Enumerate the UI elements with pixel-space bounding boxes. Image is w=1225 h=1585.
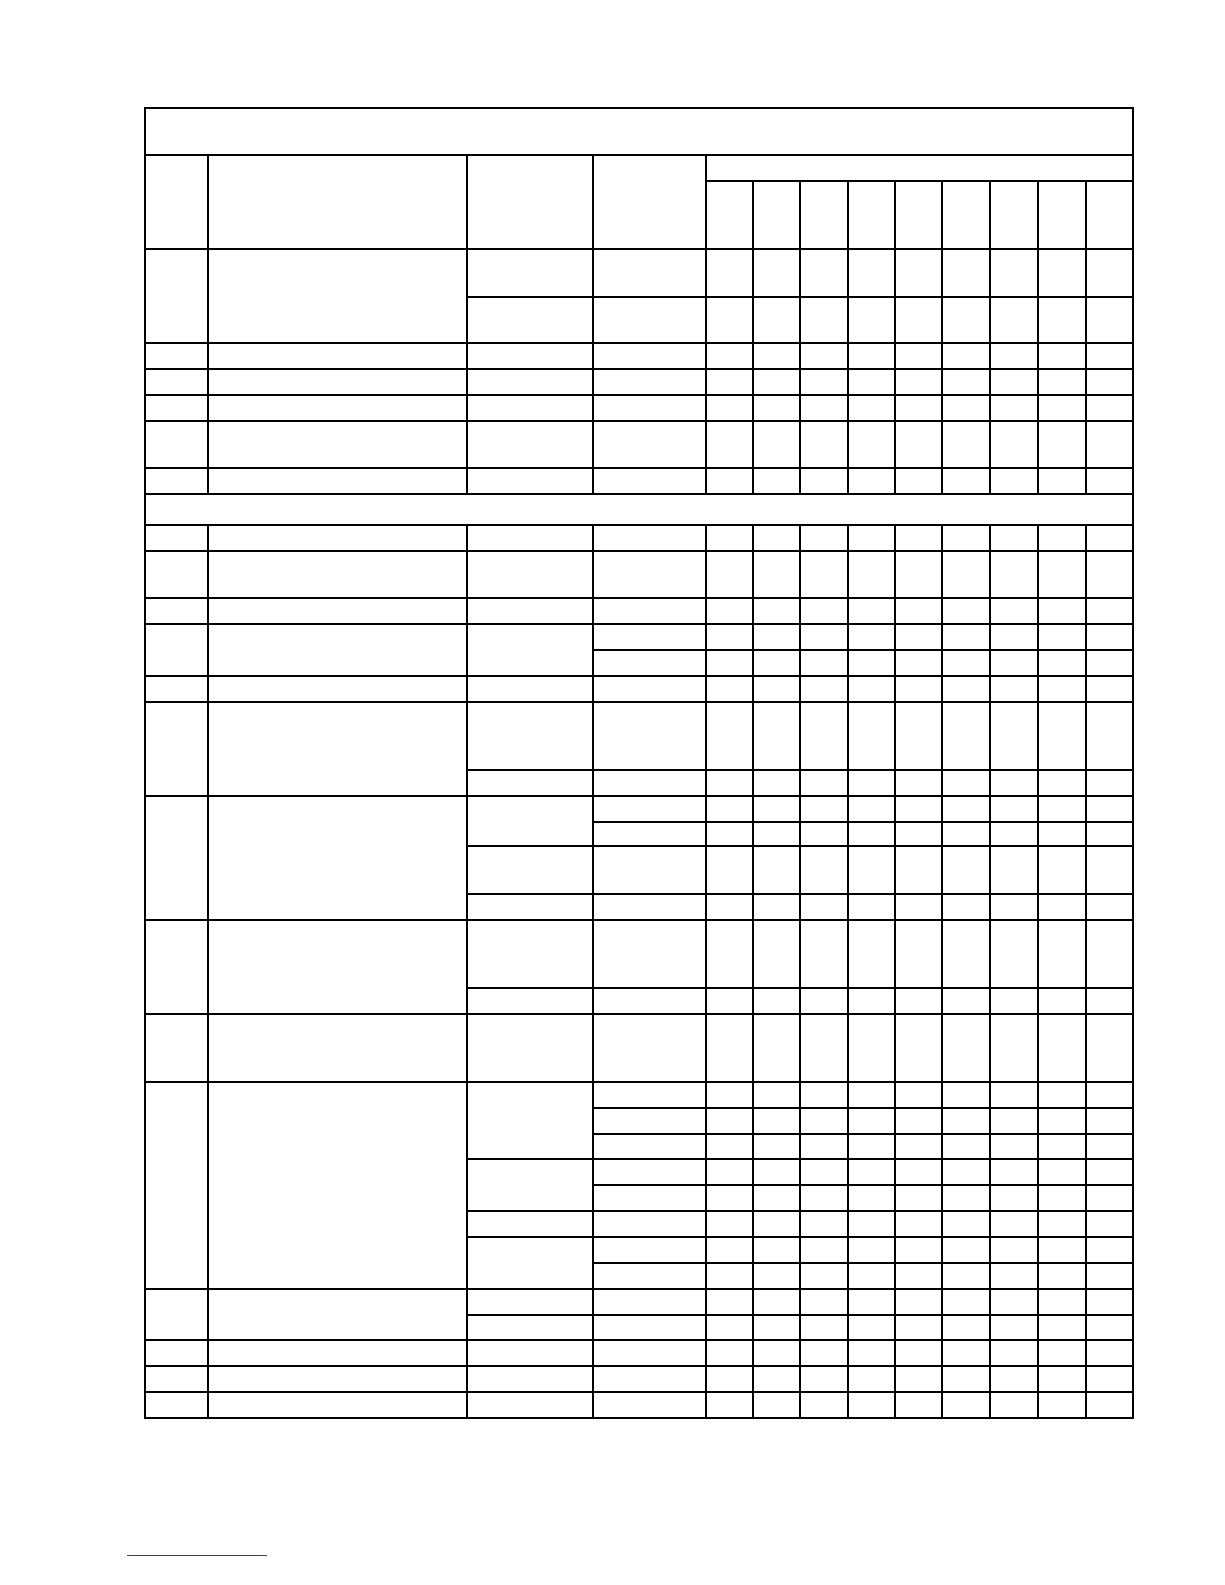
footer-rule <box>127 1555 267 1556</box>
